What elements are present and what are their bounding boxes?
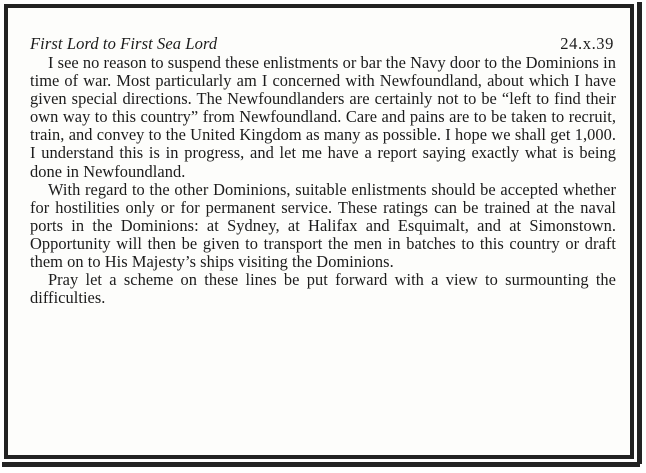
- paragraph-2: With regard to the other Dominions, suitable enlistments should be accepted whether for hostilities only or for permanent service. These ratings can be trained at the naval ports in the Dominions: at Sydney, at Halifax and Esquimalt, and at Simonstown. Opportunity will then be given to transport the men in batches to this country or draft them on to His Majesty’s ships visiting the Dominions.: [30, 179, 616, 272]
- memo-heading: First Lord to First Sea Lord: [30, 34, 218, 53]
- paragraph-1: I see no reason to suspend these enlistments or bar the Navy door to the Dominions in time of war. Most particularly am I concerned with Newfoundland, about which I have given special directions. The Newfoundlanders are certainly not to be “left to find their own way to this country” from Newfoundland. Care and pains are to be taken to recruit, train, and convey to the United Kingdom as many as possible. I hope we shall get 1,000. I understand this is in progress, and let me have a report saying exactly what is being done in Newfoundland.: [30, 53, 616, 181]
- document-body: [30, 34, 616, 307]
- memo-header: [30, 34, 616, 54]
- frame-edge-right: [637, 2, 642, 464]
- frame-edge-bottom: [2, 462, 640, 467]
- paragraph-3: Pray let a scheme on these lines be put forward with a view to surmounting the difficulties.: [30, 270, 616, 308]
- memo-date: 24.x.39: [560, 34, 614, 53]
